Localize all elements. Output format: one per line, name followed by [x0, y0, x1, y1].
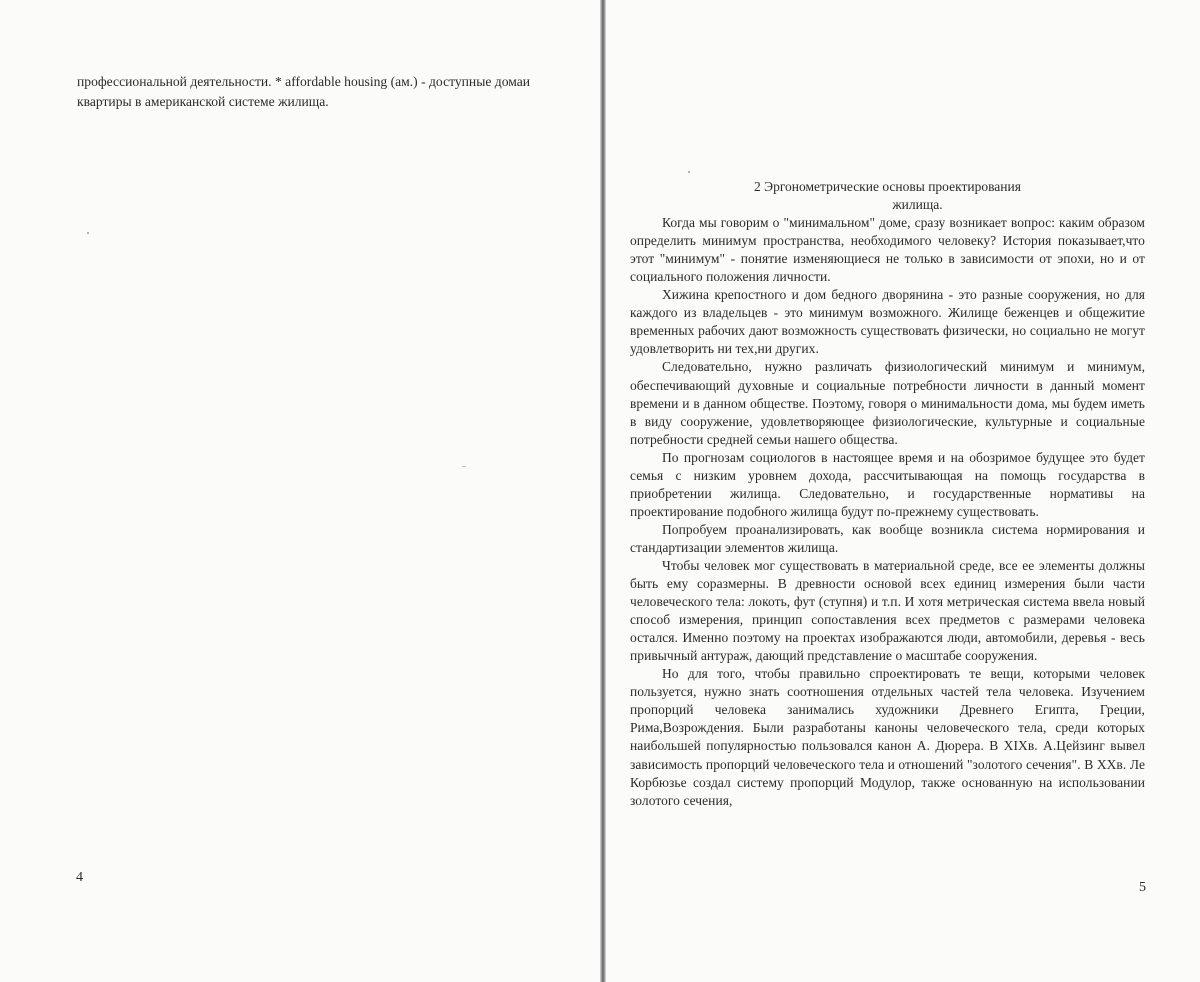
paragraph: Чтобы человек мог существовать в материальной среде, все ее элементы должны быть ему соразмерны. В древности основой всех единиц измерения были части человеческого тела: локоть, фут (ступня) и т.п. И хотя метрическая система ввела новый способ измерения, принцип сопоставления всех предметов с размерами человека остался. Именно поэтому на проектах изображаются люди, автомобили, деревья - весь привычный антураж, дающий представление о масштабе сооружения. — [630, 557, 1145, 664]
section-heading-continued: жилища. — [892, 197, 943, 213]
right-page — [606, 0, 1200, 982]
page-number: 5 — [1139, 880, 1146, 895]
text-line: профессиональной деятельности. * affordable housing (ам.) - доступные домаи — [77, 74, 531, 89]
page-number: 4 — [76, 870, 83, 885]
paragraph: Следовательно, нужно различать физиологический минимум и минимум, обеспечивающий духовные и социальные потребности личности в данный момент времени и в данном обществе. Поэтому, говоря о минимальности дома, мы будем иметь в виду сооружение, удовлетворяющее физиологические, культурные и социальные потребности средней семьи нашего общества. — [630, 359, 1145, 447]
paragraph: Попробуем проанализировать, как вообще возникла система нормирования и стандартизации элементов жилища. — [630, 521, 1145, 555]
section-heading: 2 Эргонометрические основы проектирования — [754, 179, 1021, 194]
right-page-text — [630, 178, 1145, 810]
text-line: квартиры в американской системе жилища. — [77, 94, 329, 109]
paper-speck — [688, 171, 690, 173]
paper-speck — [462, 466, 466, 467]
paragraph: По прогнозам социологов в настоящее время и на обозримое будущее это будет семья с низким уровнем дохода, рассчитывающая на помощь государства в приобретении жилища. Следовательно, и государственные нормативы на проектирование подобного жилища будут по-прежнему существовать. — [630, 449, 1145, 519]
paragraph: Когда мы говорим о "минимальном" доме, сразу возникает вопрос: каким образом определить минимум пространства, необходимого человеку? История показывает,что этот "минимум" - понятие изменяющиеся не только в зависимости от эпохи, но и от социального положения личности. — [630, 215, 1145, 285]
paragraph: Хижина крепостного и дом бедного дворянина - это разные сооружения, но для каждого из владельцев - это минимум возможного. Жилище беженцев и общежитие временных рабочих дают возможность существовать физически, но социально не могут удовлетворить ни тех,ни других. — [630, 287, 1145, 357]
left-page-text — [77, 72, 592, 112]
paragraph: Но для того, чтобы правильно спроектировать те вещи, которыми человек пользуется, нужно знать соотношения отдельных частей тела человека. Изучением пропорций человека занимались художники Древнего Египта, Греции, Рима,Возрождения. Были разработаны каноны человеческого тела, среди которых наибольшей популярностью пользовался канон А. Дюрера. В XIXв. А.Цейзинг вывел зависимость пропорций человеческого тела и отношений "золотого сечения". В XXв. Ле Корбюзье создал систему пропорций Модулор, также основанную на использовании золотого сечения, — [630, 666, 1145, 808]
paper-speck — [87, 232, 89, 234]
